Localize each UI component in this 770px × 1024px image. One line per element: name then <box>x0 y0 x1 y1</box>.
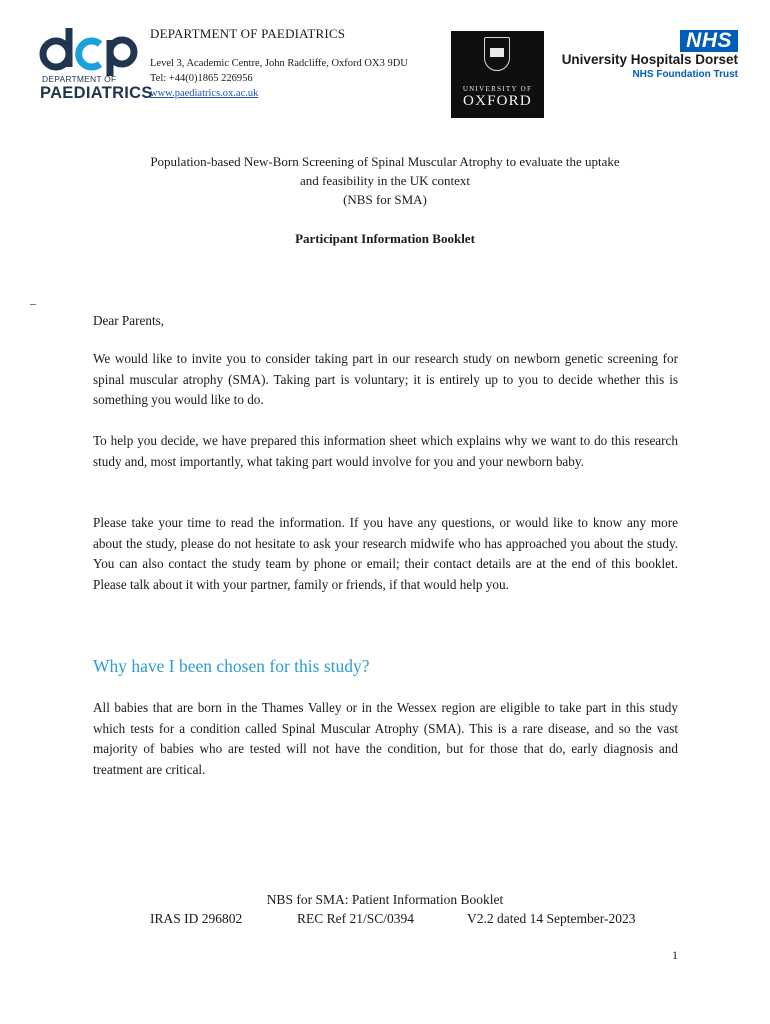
page-number: 1 <box>672 948 678 962</box>
paragraph-questions: Please take your time to read the information. If you have any questions, or would like to know any more about the study, please do not hesitate to ask your research midwife who has approached you about the study. You can also contact the study team by phone or email; their contact details are at the end of this booklet. Please talk about it with your partner, family or friends, if that would help you. <box>93 515 678 592</box>
address-line: Level 3, Academic Centre, John Radcliffe, Oxford OX3 9DU <box>150 58 408 69</box>
salutation: Dear Parents, <box>93 313 165 328</box>
dept-logo-subtitle: DEPARTMENT OF <box>42 74 117 84</box>
study-title <box>60 152 710 209</box>
nhs-trust-logo <box>546 30 742 82</box>
oxford-book-icon <box>490 48 504 57</box>
footer-version: V2.2 dated 14 September-2023 <box>467 911 636 926</box>
oxford-logo-university: UNIVERSITY OF <box>462 85 533 93</box>
oxford-logo-name: OXFORD <box>463 93 532 109</box>
footer-booklet-name: NBS for SMA: Patient Information Booklet <box>266 892 504 907</box>
study-acronym: (NBS for SMA) <box>343 192 427 207</box>
paragraph-invitation: We would like to invite you to consider taking part in our research study on newborn genetic screening for spinal muscular atrophy (SMA). Taking part is voluntary; it is entirely up to you to decide whether this is something you would like to do. <box>93 351 678 407</box>
stray-dash: – <box>30 296 36 310</box>
website-link[interactable]: www.paediatrics.ox.ac.uk <box>150 88 259 99</box>
study-title-line: Population-based New-Born Screening of Spinal Muscular Atrophy to evaluate the uptake <box>150 154 620 169</box>
telephone-line: Tel: +44(0)1865 226956 <box>150 73 253 84</box>
department-address-block <box>150 26 450 101</box>
footer-rec-ref: REC Ref 21/SC/0394 <box>297 911 415 926</box>
footer-iras-id: IRAS ID 296802 <box>150 911 243 926</box>
nhs-badge: NHS <box>680 30 738 52</box>
nhs-trust-name: University Hospitals Dorset <box>561 52 738 67</box>
university-of-oxford-logo <box>451 31 544 118</box>
footer-title <box>0 892 770 908</box>
dcp-logo-mark <box>38 26 142 76</box>
study-title-line: and feasibility in the UK context <box>299 173 471 188</box>
address-lines <box>150 56 450 101</box>
booklet-title: Participant Information Booklet <box>295 231 475 246</box>
section-heading-why-chosen: Why have I been chosen for this study? <box>93 656 370 676</box>
paragraph-eligibility: All babies that are born in the Thames Valley or in the Wessex region are eligible to take part in this study which tests for a condition called Spinal Muscular Atrophy (SMA). This is a rare disease, and so the vast majority of babies who are tested will not have the condition, but for those that do, early diagnosis and treatment are critical. <box>93 700 678 777</box>
nhs-foundation-trust: NHS Foundation Trust <box>632 69 738 80</box>
paragraph-purpose: To help you decide, we have prepared this information sheet which explains why we want to do this research study and, most importantly, what taking part would involve for you and your newborn baby. <box>93 433 678 469</box>
department-of-paediatrics-logo <box>38 26 153 104</box>
department-name: DEPARTMENT OF PAEDIATRICS <box>150 26 346 41</box>
dept-logo-title: PAEDIATRICS <box>40 84 153 102</box>
